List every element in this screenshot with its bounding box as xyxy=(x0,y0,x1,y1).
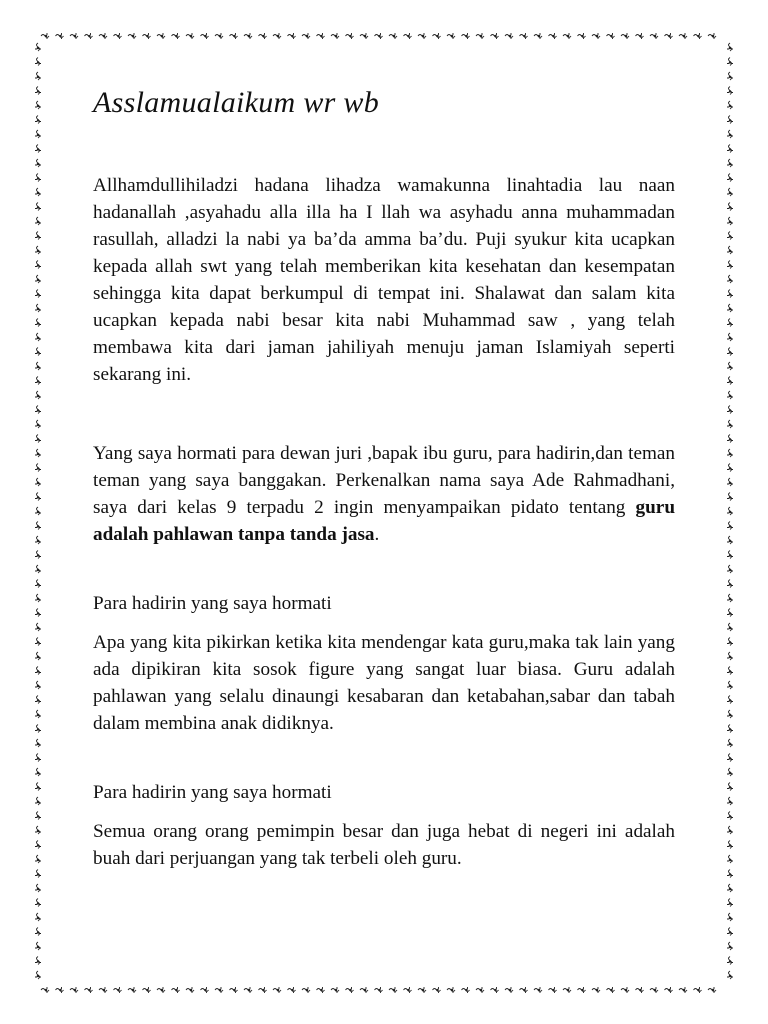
introduction-text: Yang saya hormati para dewan juri ,bapak ibu guru, para hadirin,dan teman teman yang saya banggakan. Perkenalkan nama saya Ade Rahmadhani, saya dari kelas 9 terpadu 2 ingin menyampaikan pidato tentang xyxy=(93,443,675,518)
salutation-1: Para hadirin yang saya hormati xyxy=(93,593,332,614)
document-body xyxy=(93,86,675,872)
teacher-paragraph: Apa yang kita pikirkan ketika kita mendengar kata guru,maka tak lain yang ada dipikiran kita sosok figure yang sangat luar biasa. Guru adalah pahlawan yang selalu dinaungi kesabaran dan ketabahan,sabar dan tabah dalam membina anak didiknya. xyxy=(93,632,675,734)
introduction-end: . xyxy=(374,524,380,545)
opening-paragraph: Allhamdullihiladzi hadana lihadza wamakunna linahtadia lau naan hadanallah ,asyahadu alla illa ha I llah wa asyhadu anna muhammadan rasullah, alladzi la nabi ya ba’da amma ba’du. Puji syukur kita ucapkan kepada allah swt yang telah memberikan kita kesehatan dan kesempatan sehingga kita dapat berkumpul di tempat ini. Shalawat dan salam kita ucapkan kepada nabi besar kita nabi Muhammad saw , yang telah membawa kita dari jaman jahiliyah menuju jaman Islamiyah seperti sekarang ini. xyxy=(93,175,675,385)
greeting-heading: Asslamualaikum wr wb xyxy=(93,86,380,119)
speech-topic: guru adalah pahlawan tanpa tanda jasa xyxy=(93,497,675,545)
leaders-paragraph: Semua orang orang pemimpin besar dan juga hebat di negeri ini adalah buah dari perjuangan yang tak terbeli oleh guru. xyxy=(93,821,675,869)
introduction-paragraph xyxy=(93,440,675,548)
salutation-2: Para hadirin yang saya hormati xyxy=(93,782,332,803)
